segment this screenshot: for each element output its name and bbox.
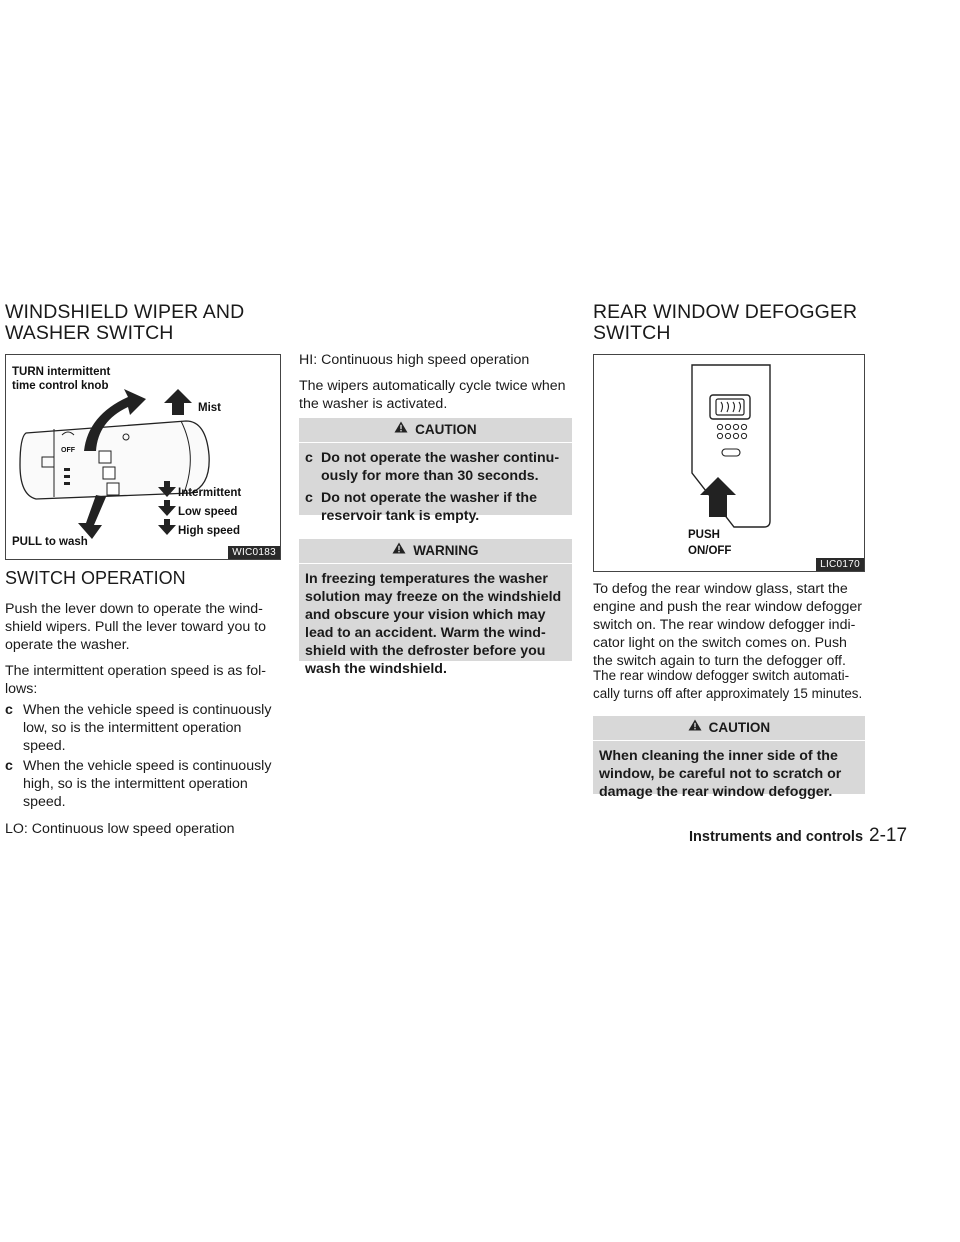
- warning-header: [299, 539, 572, 564]
- bullet-mark: c: [5, 758, 13, 774]
- bullet-mark: c: [305, 490, 313, 506]
- caution-item: [305, 489, 566, 525]
- warning-triangle-icon: [394, 421, 408, 433]
- page-footer: [689, 825, 907, 847]
- caution-header: [593, 716, 865, 741]
- caution-item: [305, 449, 566, 485]
- caution-text: When cleaning the inner side of the window, be careful not to scratch or damage the rear window defogger.: [599, 748, 842, 800]
- caution-item-text: Do not operate the washer continu- ously for more than 30 seconds.: [321, 450, 560, 484]
- bullet-text: When the vehicle speed is continuously low, so is the intermittent operation speed.: [23, 702, 272, 754]
- push-label: PUSH: [688, 529, 720, 541]
- warning-triangle-icon: [688, 719, 702, 731]
- switch-operation-title: SWITCH OPERATION: [5, 568, 186, 588]
- paragraph-defog-auto-off: The rear window defogger switch automati- cally turns off after approximately 15 minutes.: [593, 668, 863, 701]
- bullet-text: When the vehicle speed is continuously high, so is the intermittent operation speed.: [23, 758, 272, 810]
- page-number: 2-17: [869, 825, 908, 846]
- paragraph-hi: HI: Continuous high speed operation: [299, 352, 530, 368]
- caution-box-defogger: [593, 716, 865, 800]
- pull-to-wash-label: PULL to wash: [12, 536, 88, 548]
- warning-box-freezing: [299, 539, 572, 677]
- section-title-defogger: REAR WINDOW DEFOGGER SWITCH: [593, 301, 858, 344]
- turn-knob-label-1: TURN intermittent: [12, 366, 111, 378]
- paragraph-push-lever: Push the lever down to operate the wind- shield wipers. Pull the lever toward you to operate the washer.: [5, 601, 267, 653]
- warning-triangle-icon: [392, 542, 406, 554]
- caution-label: CAUTION: [415, 422, 477, 437]
- bullet-mark: c: [305, 450, 313, 466]
- caution-label: CAUTION: [708, 720, 771, 735]
- paragraph-intermittent-speed: The intermittent operation speed is as fol- lows:: [5, 663, 267, 697]
- defogger-switch-figure: [593, 354, 865, 572]
- caution-item-text: Do not operate the washer if the reservoir tank is empty.: [321, 490, 537, 524]
- paragraph-defog-instructions: To defog the rear window glass, start the engine and push the rear window defogger switch on. The rear window defogger indi- cator light on the switch comes on. Push the switch again to turn the defogger off.: [593, 581, 862, 669]
- intermittent-label: Intermittent: [178, 487, 242, 499]
- warning-text: In freezing temperatures the washer solution may freeze on the windshield and obscure your vision which may lead to an accident. Warm the wind- shield with the defroster before you wash the windshield.: [305, 571, 562, 677]
- on-off-label: ON/OFF: [688, 545, 732, 557]
- footer-section-label: Instruments and controls: [689, 829, 864, 845]
- figure-code: LIC0170: [816, 558, 864, 571]
- list-item: [5, 701, 279, 755]
- off-label: OFF: [61, 447, 75, 454]
- high-speed-label: High speed: [178, 525, 240, 537]
- list-item: [5, 757, 279, 811]
- mist-label: Mist: [198, 402, 221, 414]
- turn-knob-label-2: time control knob: [12, 380, 109, 392]
- bullet-mark: c: [5, 702, 13, 718]
- defogger-switch-illustration: [594, 355, 864, 571]
- paragraph-auto-cycle: The wipers automatically cycle twice when the washer is activated.: [299, 378, 566, 412]
- wiper-switch-figure: [5, 354, 281, 560]
- caution-header: [299, 418, 572, 443]
- low-speed-label: Low speed: [178, 506, 238, 518]
- caution-box-washer: [299, 418, 572, 524]
- warning-label: WARNING: [413, 543, 479, 558]
- figure-code: WIC0183: [228, 546, 280, 559]
- paragraph-lo: LO: Continuous low speed operation: [5, 821, 235, 837]
- section-title-wiper: WINDSHIELD WIPER AND WASHER SWITCH: [5, 301, 245, 344]
- wiper-switch-illustration: [6, 355, 280, 559]
